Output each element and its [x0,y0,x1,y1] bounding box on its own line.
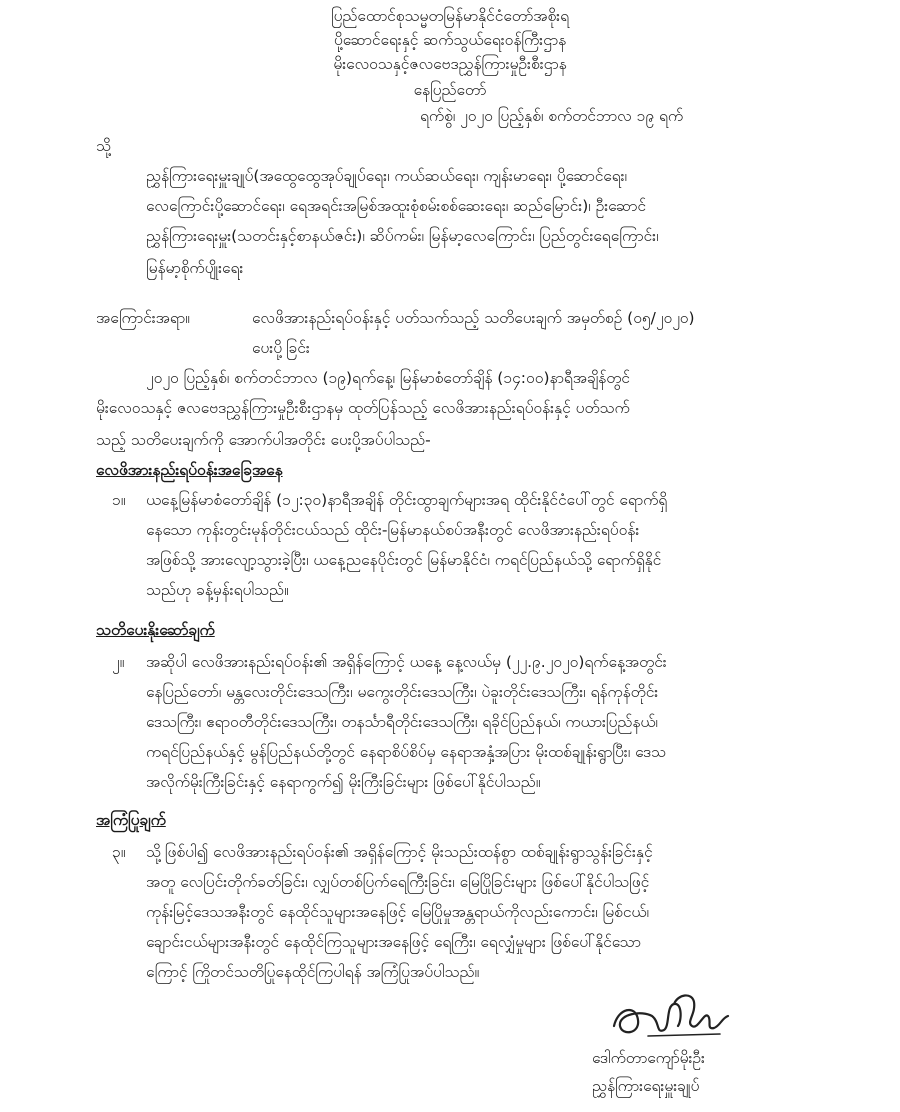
section-number: ၂။ [112,653,125,671]
recipient-line: မြန်မာ့စိုက်ပျိုးရေး [146,259,244,277]
section-number: ၁။ [112,491,126,509]
subject-line: ပေးပို့ခြင်း [252,339,310,357]
intro-line: မိုးလေဝသနှင့် ဇလဗေဒညွှန်ကြားမှုဦးစီးဌာနမှ ထုတ်ပြန်သည့် လေဖိအားနည်းရပ်ဝန်းနှင့် ပတ်သက် [96,399,630,417]
section-line: ကုန်းမြင့်ဒေသအနီးတွင် နေထိုင်သူများအနေဖြင့် မြေပြိုမှုအန္တရာယ်ကိုလည်းကောင်း၊ မြစ်ငယ်၊ [146,903,649,921]
subject-line: လေဖိအားနည်းရပ်ဝန်းနှင့် ပတ်သက်သည့် သတိပေးချက် အမှတ်စဉ် (၀၅/၂၀၂၀) [252,309,695,327]
section-line: နေပြည်တော်၊ မန္တလေးတိုင်းဒေသကြီး၊ မကွေးတိုင်းဒေသကြီး၊ ပဲခူးတိုင်းဒေသကြီး၊ ရန်ကုန်တိုင်း [146,683,659,701]
section-line: အဆိုပါ လေဖိအားနည်းရပ်ဝန်း၏ အရှိန်ကြောင့် ယနေ့ နေ့လယ်မှ (၂၂.၉.၂၀၂၀)ရက်နေ့အတွင်း [146,653,667,671]
section-line: အလိုက်မိုးကြီးခြင်းနှင့် နေရာကွက်၍ မိုးကြီးခြင်းများ ဖြစ်ပေါ်နိုင်ပါသည်။ [146,773,541,791]
section-heading: အကြံပြုချက် [96,811,166,829]
recipient-line: ညွှန်ကြားရေးမှူးချုပ်(အထွေထွေအုပ်ချုပ်ရေး၊ ကယ်ဆယ်ရေး၊ ကျန်းမာရေး၊ ပို့ဆောင်ရေး၊ [146,167,627,185]
intro-line: ၂၀၂၀ ပြည့်နှစ်၊ စက်တင်ဘာလ (၁၉)ရက်နေ့၊ မြန်မာစံတော်ချိန် (၁၄:၀၀)နာရီအချိန်တွင် [146,369,630,387]
header-ministry: ပို့ဆောင်ရေးနှင့် ဆက်သွယ်ရေးဝန်ကြီးဌာန [333,31,567,49]
header-government: ပြည်ထောင်စုသမ္မတမြန်မာနိုင်ငံတော်အစိုးရ [330,7,570,25]
recipient-line: လေကြောင်းပို့ဆောင်ရေး၊ ရေအရင်းအမြစ်အထူးစုံစမ်းစစ်ဆေးရေး၊ ဆည်မြောင်း)၊ ဦးဆောင် [146,197,646,215]
section-line: ကြောင့် ကြိုတင်သတိပြုနေထိုင်ကြပါရန် အကြံပြုအပ်ပါသည်။ [146,963,480,981]
recipient-line: ညွှန်ကြားရေးမှူး(သတင်းနှင့်စာနယ်ဇင်း)၊ ဆိပ်ကမ်း၊ မြန်မာ့လေကြောင်း၊ ပြည်တွင်းရေကြောင်း၊ [146,227,659,245]
section-line: နေသော ကုန်းတွင်းမုန်တိုင်းငယ်သည် ထိုင်း-မြန်မာနယ်စပ်အနီးတွင် လေဖိအားနည်းရပ်ဝန်း [146,521,640,539]
header-department: မိုးလေဝသနှင့်ဇလဗေဒညွှန်ကြားမှုဦးစီးဌာန [333,55,567,73]
intro-line: သည့် သတိပေးချက်ကို အောက်ပါအတိုင်း ပေးပို့အပ်ပါသည်- [96,431,431,449]
section-heading: လေဖိအားနည်းရပ်ဝန်းအခြေအနေ [96,461,283,479]
handwritten-signature [608,986,738,1042]
section-line: အတူ လေပြင်းတိုက်ခတ်ခြင်း၊ လျှပ်တစ်ပြက်ရေကြီးခြင်း၊ မြေပြိုခြင်းများ ဖြစ်ပေါ်နိုင်ပါသဖြင့် [146,873,650,891]
header-date: ရက်စွဲ၊ ၂၀၂၀ ပြည့်နှစ်၊ စက်တင်ဘာလ ၁၉ ရက် [420,107,684,125]
section-line: ယနေ့မြန်မာစံတော်ချိန် (၁၂:၃၀)နာရီအချိန် တိုင်းထွာချက်များအရ ထိုင်းနိုင်ငံပေါ်တွင် ရောက်ရှိ [146,491,668,509]
signatory-name: ဒေါက်တာကျော်မိုးဦး [592,1049,705,1067]
section-line: သည်ဟု ခန့်မှန်းရပါသည်။ [146,581,289,599]
signatory-title: ညွှန်ကြားရေးမှူးချုပ် [592,1077,700,1095]
section-line: အဖြစ်သို့ အားလျော့သွားခဲ့ပြီး၊ ယနေ့ညနေပိုင်းတွင် မြန်မာနိုင်ငံ၊ ကရင်ပြည်နယ်သို့ ရောက်ရှိနိုင် [146,551,662,569]
section-line: ကရင်ပြည်နယ်နှင့် မွန်ပြည်နယ်တို့တွင် နေရာစိပ်စိပ်မှ နေရာအနှံ့အပြား မိုးထစ်ချုန်းရွာပြီး၊ ဒေသ [146,743,666,761]
section-heading: သတိပေးနိုးဆော်ချက် [96,621,215,639]
subject-label: အကြောင်းအရာ။ [96,309,190,327]
section-line: ဒေသကြီး၊ ဧရာဝတီတိုင်းဒေသကြီး၊ တနင်္သာရီတိုင်းဒေသကြီး၊ ရခိုင်ပြည်နယ်၊ ကယားပြည်နယ်၊ [146,713,658,731]
to-label: သို့ [96,137,111,155]
section-number: ၃။ [112,843,126,861]
section-line: သို့ဖြစ်ပါ၍ လေဖိအားနည်းရပ်ဝန်း၏ အရှိန်ကြောင့် မိုးသည်းထန်စွာ ထစ်ချုန်းရွာသွန်းခြင်းနှင့် [146,843,653,861]
section-line: ချောင်းငယ်များအနီးတွင် နေထိုင်ကြသူများအနေဖြင့် ရေကြီး၊ ရေလျှံမှုများ ဖြစ်ပေါ်နိုင်သော [146,933,641,951]
header-location: နေပြည်တော် [413,81,487,99]
